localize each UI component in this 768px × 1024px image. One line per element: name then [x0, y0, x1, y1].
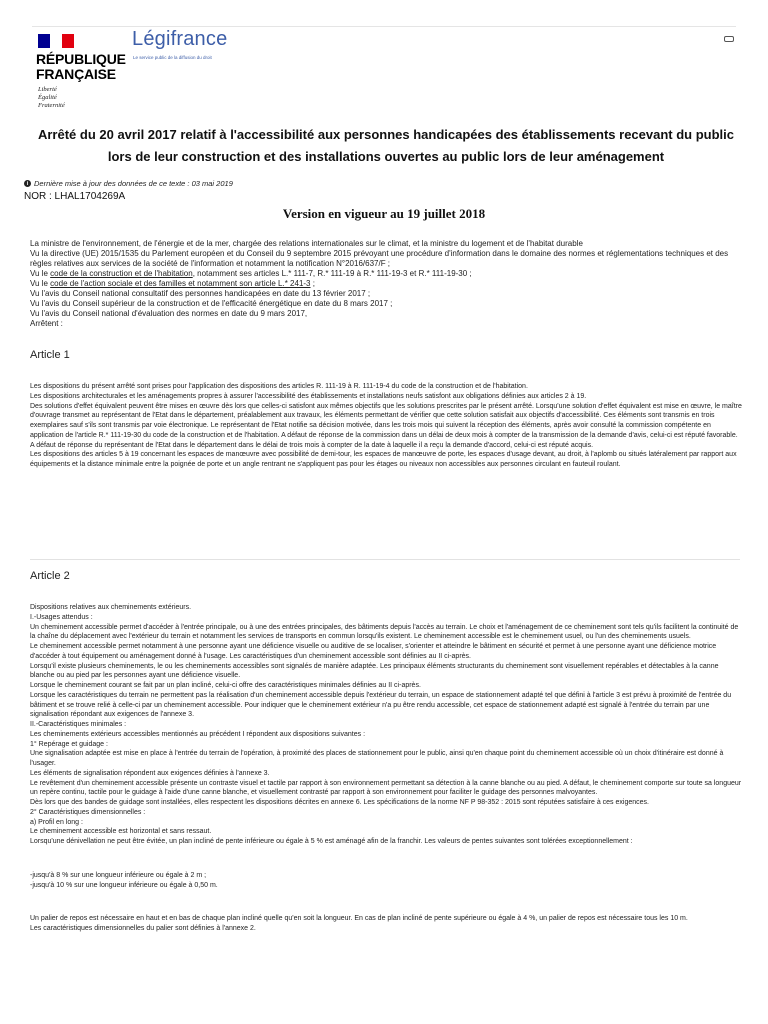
last-update-text: Dernière mise à jour des données de ce texte : 03 mai 2019 [34, 179, 233, 188]
visa-text: , notamment ses articles L.* 111-7, R.* 111-19 à R.* 111-19-3 et R.* 111-19-30 ; [192, 269, 472, 278]
article-paragraph: Un cheminement accessible permet d'accéder à l'entrée principale, ou à une des entrées principales, des bâtiments depuis l'accès au terrain. Le choix et l'aménagement de ce cheminement sont tels qu'ils facilitent la continuité de la chaîne du déplacement avec l'extérieur du terrain et notamment les services de transports en commun lorsqu'ils existent. Le cheminement accessible est le cheminement usuel, ou l'un des cheminements usuels. [30, 623, 739, 641]
visa-line [30, 279, 740, 289]
legifrance-brand[interactable]: Légifrance [132, 28, 228, 50]
visa-line: Arrêtent : [30, 319, 63, 328]
visa-line: La ministre de l'environnement, de l'énergie et de la mer, chargée des relations internationales sur le climat, et la ministre du logement et de l'habitat durable [30, 239, 583, 248]
page-title: Arrêté du 20 avril 2017 relatif à l'accessibilité aux personnes handicapées des établissements recevant du public lors de leur construction et des installations ouvertes au public lors de leur aménagement [37, 127, 734, 164]
article-paragraph: 1° Repérage et guidage : [30, 740, 108, 748]
article-paragraph: Dispositions relatives aux cheminements extérieurs. [30, 604, 192, 611]
motto-egalite: Égalité [38, 94, 57, 101]
article-paragraph: Les cheminements extérieurs accessibles mentionnés au précédent I répondent aux dispositions suivantes : [30, 730, 366, 738]
code-action-sociale-link[interactable]: code de l'action sociale et des familles et notamment son article L.* 241-3 [50, 279, 311, 288]
article-paragraph: Les dispositions architecturales et les aménagements propres à assurer l'accessibilité des établissements et installations neufs satisfont aux obligations définies aux articles 2 à 19. [30, 392, 587, 400]
visas-section [30, 239, 740, 329]
motto [38, 86, 65, 110]
article-paragraph: Lorsque le cheminement courant se fait par un plan incliné, celui-ci offre des caractéristiques minimales définies au II ci-après. [30, 682, 421, 689]
version-heading: Version en vigueur au 19 juillet 2018 [282, 206, 486, 221]
visa-line [30, 269, 740, 279]
article-1-body [30, 382, 742, 470]
visa-line: Vu l'avis du Conseil supérieur de la construction et de l'efficacité énergétique en date du 8 mars 2017 ; [30, 299, 393, 308]
logo-line-republique: RÉPUBLIQUE [36, 51, 126, 67]
nor-reference: NOR : LHAL1704269A [24, 191, 126, 202]
visa-text: Vu le [30, 279, 51, 288]
article-paragraph: Le cheminement accessible permet notamment à une personne ayant une déficience visuelle ou auditive de se localiser, s'orienter et atteindre le bâtiment en sécurité et permet à une personne ayant une déficience motrice d'accéder à tout équipement ou aménagement donné à l'usage. Les caractéristiques d'un cheminement accessible sont définies au II ci-après. [30, 643, 717, 660]
top-divider [32, 26, 736, 27]
visa-line: Vu l'avis du Conseil national d'évaluation des normes en date du 9 mars 2017, [30, 309, 308, 318]
republique-francaise-logo[interactable] [36, 52, 126, 82]
menu-icon[interactable] [724, 36, 734, 42]
article-paragraph: Les éléments de signalisation répondent aux exigences définies à l'annexe 3. [30, 769, 270, 777]
article-paragraph: Les dispositions des articles 5 à 19 concernant les espaces de manœuvre avec possibilité de demi-tour, les espaces de manœuvre de porte, les espaces d'usage devant, au droit, à l'aplomb ou situés latéralement par rapport aux équipements et la distance minimale entre la poignée de porte et un angle rentrant ne s'appliquent pas pour les étages ou niveaux non accessibles aux personnes circulant en fauteuil roulant. [30, 451, 737, 468]
code-construction-link[interactable]: code de la construction et de l'habitation [50, 269, 193, 278]
article-separator [30, 559, 740, 560]
motto-fraternite: Fraternité [38, 102, 65, 109]
visa-line: Vu la directive (UE) 2015/1535 du Parlement européen et du Conseil du 9 septembre 2015 prévoyant une procédure d'information dans le domaine des normes et réglementations techniques et des règles relatives aux services de la société de l'information et notamment la notification N°2016/637/F ; [30, 249, 729, 268]
article-paragraph: Lorsqu'il existe plusieurs cheminements, le ou les cheminements accessibles sont signalés de manière adaptée. Les principaux éléments structurants du cheminement sont visuellement repérables et détectables à la canne blanche ou au pied par les personnes ayant une déficience visuelle. [30, 662, 719, 680]
article-paragraph: Le cheminement accessible est horizontal et sans ressaut. [30, 828, 212, 836]
article-paragraph: Les caractéristiques dimensionnelles du palier sont définies à l'annexe 2. [30, 925, 256, 932]
logo-line-francaise: FRANÇAISE [36, 66, 116, 82]
article-paragraph: Le revêtement d'un cheminement accessible présente un contraste visuel et tactile par rapport à son environnement permettant sa détection à la canne blanche ou au pied. A défaut, le cheminement comporte sur toute sa longueur un repère continu, tactile pour le guidage à l'aide d'une canne blanche, et visuellement contrasté par rapport à son environnement pour faciliter le guidage des personnes malvoyantes. [30, 779, 742, 797]
article-2-title: Article 2 [30, 570, 70, 582]
article-paragraph: II.-Caractéristiques minimales : [30, 721, 127, 728]
article-paragraph: Une signalisation adaptée est mise en place à l'entrée du terrain de l'opération, à proximité des places de stationnement pour le public, ainsi qu'en chaque point du cheminement accessible où un choix d'itinéraire est donné à l'usager. [30, 750, 724, 767]
info-icon: i [24, 180, 31, 187]
article-1-title: Article 1 [30, 349, 70, 361]
site-header [32, 28, 736, 112]
article-paragraph: a) Profil en long : [30, 818, 83, 826]
visa-line: Vu l'avis du Conseil national consultatif des personnes handicapées en date du 13 février 2017 ; [30, 289, 371, 298]
article-paragraph: Les dispositions du présent arrêté sont prises pour l'application des dispositions des articles R. 111-19 à R. 111-19-4 du code de la construction et de l'habitation. [30, 383, 528, 390]
article-paragraph: Lorsqu'une dénivellation ne peut être évitée, un plan incliné de pente inférieure ou égale à 5 % est aménagé afin de la franchir. Les valeurs de pentes suivantes sont tolérées exceptionnellement : [30, 838, 633, 845]
brand-tagline: Le service public de la diffusion du droit [133, 55, 212, 60]
visa-text: ; [310, 279, 315, 288]
article-2-body [30, 603, 742, 934]
article-paragraph: -jusqu'à 8 % sur une longueur inférieure ou égale à 2 m ; [30, 871, 207, 879]
article-paragraph: Un palier de repos est nécessaire en haut et en bas de chaque plan incliné quelle qu'en soit la longueur. En cas de plan incliné de pente supérieure ou égale à 4 %, un palier de repos est nécessaire tous les 10 m. [30, 915, 688, 923]
article-paragraph: Dès lors que des bandes de guidage sont installées, elles respectent les dispositions décrites en annexe 6. Les spécifications de la norme NF P 98-352 : 2015 sont réputées satisfaire à ces exigences. [30, 799, 649, 806]
article-paragraph: -jusqu'à 10 % sur une longueur inférieure ou égale à 0,50 m. [30, 881, 218, 889]
motto-liberte: Liberté [38, 86, 57, 93]
article-paragraph: I.-Usages attendus : [30, 613, 93, 621]
article-paragraph: Des solutions d'effet équivalent peuvent être mises en œuvre dès lors que celles-ci satisfont aux mêmes objectifs que les solutions prescrites par le présent arrêté. Lorsqu'une solution d'effet équivalent est mise en œuvre, le maître d'ouvrage transmet au représentant de l'Etat dans le département, préalablement aux travaux, les éléments permettant de vérifier que cette solution satisfait aux objectifs d'accessibilité. Ces éléments sont transmis en trois exemplaires sauf s'ils sont transmis par voie électronique. Le représentant de l'Etat notifie sa décision motivée, dans les trois mois qui suivent la réception des éléments, après avoir consulté la commission compétente en application de l'article R.* 111-19-30 du code de la construction et de l'habitation. A défaut de réponse de la commission dans un délai de deux mois à compter de la transmission de la demande d'avis, celui-ci est réputé favorable. A défaut de réponse du représentant de l'Etat dans le département dans le délai de trois mois à compter de la date à laquelle il a reçu la demande d'accord, celui-ci est réputé acquis. [30, 402, 742, 449]
article-paragraph: 2° Caractéristiques dimensionnelles : [30, 808, 146, 816]
last-update [24, 179, 233, 188]
marianne-flag-icon [38, 34, 74, 48]
visa-text: Vu le [30, 269, 51, 278]
article-paragraph: Lorsque les caractéristiques du terrain ne permettent pas la réalisation d'un cheminement accessible depuis l'extérieur du terrain, un espace de stationnement adapté tel que défini à l'article 3 est prévu à proximité de l'entrée du bâtiment et se trouve relié à celle-ci par un cheminement accessible. Pour indiquer que le cheminement extérieur n'a pu être rendu accessible, cet espace de stationnement adapté est signalé à l'entrée du terrain par une signalisation répondant aux exigences de l'annexe 3. [30, 691, 732, 719]
